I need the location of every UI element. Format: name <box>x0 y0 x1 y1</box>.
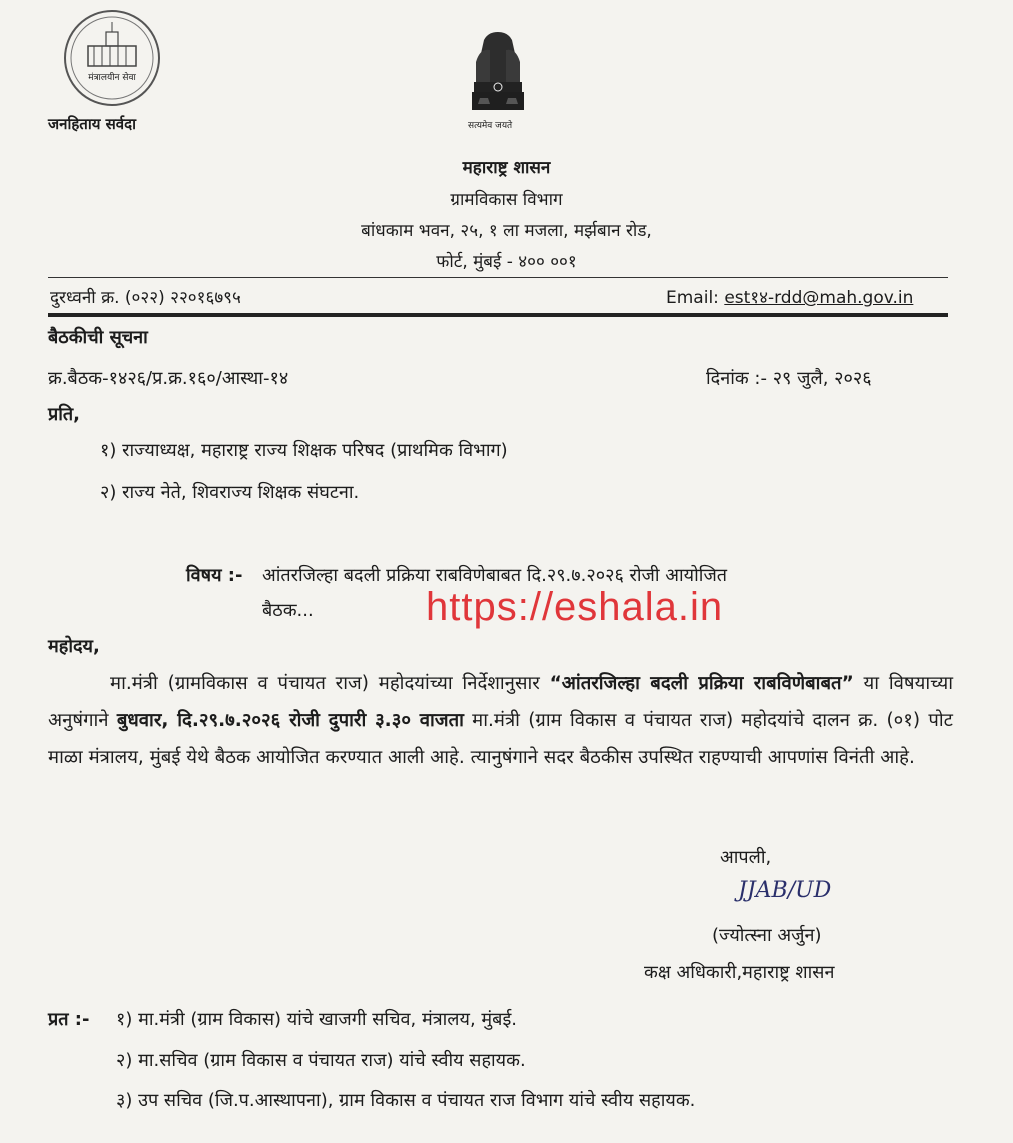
body-text-2: या विषयाच्या अनुषंगाने <box>48 673 953 731</box>
body-text-1: मा.मंत्री (ग्रामविकास व पंचायत राज) महोदयांच्या निर्देशानुसार <box>110 673 550 694</box>
copy-item-3: ३) उप सचिव (जि.प.आस्थापना), ग्राम विकास व पंचायत राज विभाग यांचे स्वीय सहायक. <box>116 1090 696 1111</box>
department-name: ग्रामविकास विभाग <box>450 190 563 210</box>
signatory-designation: कक्ष अधिकारी,महाराष्ट्र शासन <box>644 962 835 983</box>
divider-thick <box>48 313 948 317</box>
mantralaya-seal <box>58 8 166 108</box>
copy-item-1: १) मा.मंत्री (ग्राम विकास) यांचे खाजगी सचिव, मंत्रालय, मुंबई. <box>116 1009 517 1030</box>
recipient-2: २) राज्य नेते, शिवराज्य शिक्षक संघटना. <box>100 482 360 503</box>
national-emblem-icon <box>466 28 530 118</box>
seal-motto: जनहिताय सर्वदा <box>48 115 136 133</box>
address-line-1: बांधकाम भवन, २५, १ ला मजला, मर्झबान रोड, <box>361 221 652 241</box>
notice-title: बैठकीची सूचना <box>48 327 148 348</box>
recipient-1: १) राज्याध्यक्ष, महाराष्ट्र राज्य शिक्षक परिषद (प्राथमिक विभाग) <box>100 440 508 461</box>
government-name: महाराष्ट्र शासन <box>462 158 551 178</box>
email-block <box>666 285 913 308</box>
emblem-motto: सत्यमेव जयते <box>468 121 513 131</box>
handwritten-signature: JJAB/UD <box>738 878 832 903</box>
body-text-3: मा.मंत्री (ग्राम विकास व पंचायत राज) महोदयांचे दालन क्र. (०१) पोट माळा मंत्रालय, मुंबई येथे बैठक आयोजित करण्यात आली आहे. त्यानुषंगाने सदर बैठकीस उपस्थित राहण्याची आपणांस विनंती आहे. <box>48 710 954 768</box>
copy-item-2: २) मा.सचिव (ग्राम विकास व पंचायत राज) यांचे स्वीय सहायक. <box>116 1050 526 1071</box>
notice-date: दिनांक :- २९ जुलै, २०२६ <box>706 368 872 389</box>
body-bold-2: बुधवार, दि.२९.७.२०२६ रोजी दुपारी ३.३० वाजता <box>116 710 464 731</box>
signatory-name: (ज्योत्स्ना अर्जुन) <box>712 925 822 946</box>
subject-line-2: बैठक... <box>262 600 314 621</box>
body-bold-1: “आंतरजिल्हा बदली प्रक्रिया राबविणेबाबत” <box>549 673 854 694</box>
salutation: महोदय, <box>48 636 100 657</box>
email-label: Email: <box>666 288 719 308</box>
address-line-2: फोर्ट, मुंबई - ४०० ००१ <box>436 252 577 272</box>
copy-label: प्रत :- <box>48 1009 90 1030</box>
to-label: प्रति, <box>48 404 81 425</box>
reference-number: क्र.बैठक-१४२६/प्र.क्र.१६०/आस्था-१४ <box>48 368 289 389</box>
phone-number: दुरध्वनी क्र. (०२२) २२०१६७९५ <box>50 288 241 308</box>
seal-text: मंत्रालयीन सेवा <box>88 73 136 83</box>
body-paragraph <box>48 665 953 776</box>
subject-line-1: आंतरजिल्हा बदली प्रक्रिया राबविणेबाबत दि.२९.७.२०२६ रोजी आयोजित <box>262 565 728 586</box>
subject-label: विषय :- <box>186 565 243 586</box>
closing: आपली, <box>720 847 772 868</box>
divider-thin <box>48 277 948 278</box>
email-link[interactable]: est१४-rdd@mah.gov.in <box>724 288 914 308</box>
watermark-url: https://eshala.in <box>426 585 724 629</box>
